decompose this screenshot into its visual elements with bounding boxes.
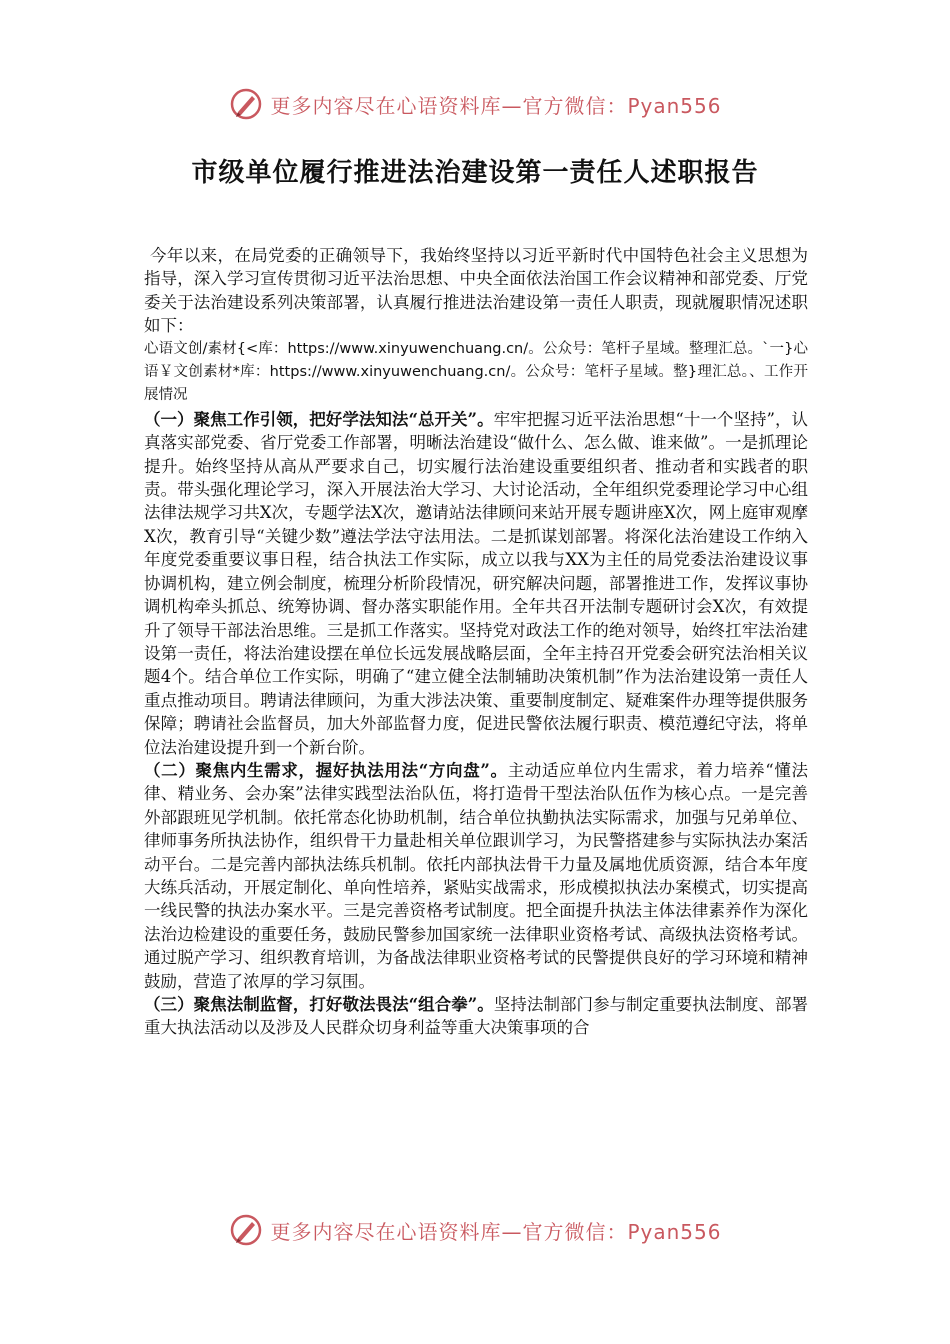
document-title: 市级单位履行推进法治建设第一责任人述职报告: [191, 158, 759, 188]
section-paragraph: [144, 408, 808, 759]
intro-paragraph: 今年以来，在局党委的正确领导下，我始终坚持以习近平新时代中国特色社会主义思想为指导，深入学习宣传贯彻习近平法治思想、中央全面依法治国工作会议精神和部党委、厅党委关于法治建设系列决策部署，认真履行推进法治建设第一责任人职责，现就履职情况述职如下：: [144, 246, 808, 336]
header-banner: [0, 82, 950, 126]
brush-pen-icon: [228, 86, 264, 122]
section-heading: （一）聚焦工作引领，把好学法知法“总开关”。: [144, 409, 494, 429]
banner-text: 更多内容尽在心语资料库—官方微信：Pyan556: [270, 93, 722, 118]
section-body: 主动适应单位内生需求，着力培养“懂法律、精业务、会办案”法律实践型法治队伍，将打造骨干型法治队伍作为核心点。一是完善外部跟班见学机制。依托常态化协助机制，结合单位执勤执法实际需求，加强与兄弟单位、律师事务所执法协作，组织骨干力量赴相关单位跟训学习，为民警搭建参与实际执法办案活动平台。二是完善内部执法练兵机制。依托内部执法骨干力量及属地优质资源，结合本年度大练兵活动，开展定制化、单向性培养，紧贴实战需求，形成模拟执法办案模式，切实提高一线民警的执法办案水平。三是完善资格考试制度。把全面提升执法主体法律素养作为深化法治边检建设的重要任务，鼓励民警参加国家统一法律职业资格考试、高级执法资格考试。通过脱产学习、组织教育培训，为备战法律职业资格考试的民警提供良好的学习环境和精神鼓励，营造了浓厚的学习氛围。: [144, 760, 809, 991]
banner-text: 更多内容尽在心语资料库—官方微信：Pyan556: [270, 1219, 722, 1244]
document-body: [144, 244, 808, 1040]
section-heading: （二）聚焦内生需求，握好执法用法“方向盘”。: [144, 760, 508, 780]
section-body: 坚持法制部门参与制定重要执法制度、部署重大执法活动以及涉及人民群众切身利益等重大决策事项的合: [144, 995, 809, 1038]
section-paragraph: [144, 759, 808, 993]
brush-pen-icon: [228, 1212, 264, 1248]
section-paragraph: [144, 993, 808, 1040]
watermark-paragraph: 心语文创/素材{<库：https://www.xinyuwenchuang.cn/。公众号：笔杆子星域。整理汇总。`一}心语￥文创素材*库：https://www.xinyuwenchuang.cn/。公众号：笔杆子星域。整}理汇总。、工作开展情况: [144, 340, 808, 404]
section-heading: （三）聚焦法制监督，打好敬法畏法“组合拳”。: [144, 995, 494, 1014]
section-body: 牢牢把握习近平法治思想“十一个坚持”，认真落实部党委、省厅党委工作部署，明晰法治建设“做什么、怎么做、谁来做”。一是抓理论提升。始终坚持从高从严要求自己，切实履行法治建设重要组织者、推动者和实践者的职责。带头强化理论学习，深入开展法治大学习、大讨论活动，全年组织党委理论学习中心组法律法规学习共X次，专题学法X次，邀请站法律顾问来站开展专题讲座X次，网上庭审观摩X次，教育引导“关键少数”遵法学法守法用法。二是抓谋划部署。将深化法治建设工作纳入年度党委重要议事日程，结合执法工作实际，成立以我与XX为主任的局党委法治建设议事协调机构，建立例会制度，梳理分析阶段情况，研究解决问题，部署推进工作，发挥议事协调机构牵头抓总、统筹协调、督办落实职能作用。全年共召开法制专题研讨会X次，有效提升了领导干部法治思维。三是抓工作落实。坚持党对政法工作的绝对领导，始终扛牢法治建设第一责任，将法治建设摆在单位长远发展战略层面，全年主持召开党委会研究法治相关议题4个。结合单位工作实际，明确了“建立健全法制辅助决策机制”作为法治建设第一责任人重点推动项目。聘请法律顾问，为重大涉法决策、重要制度制定、疑难案件办理等提供服务保障；聘请社会监督员，加大外部监督力度，促进民警依法履行职责、模范遵纪守法，将单位法治建设提升到一个新台阶。: [144, 409, 808, 757]
footer-banner: [0, 1208, 950, 1252]
